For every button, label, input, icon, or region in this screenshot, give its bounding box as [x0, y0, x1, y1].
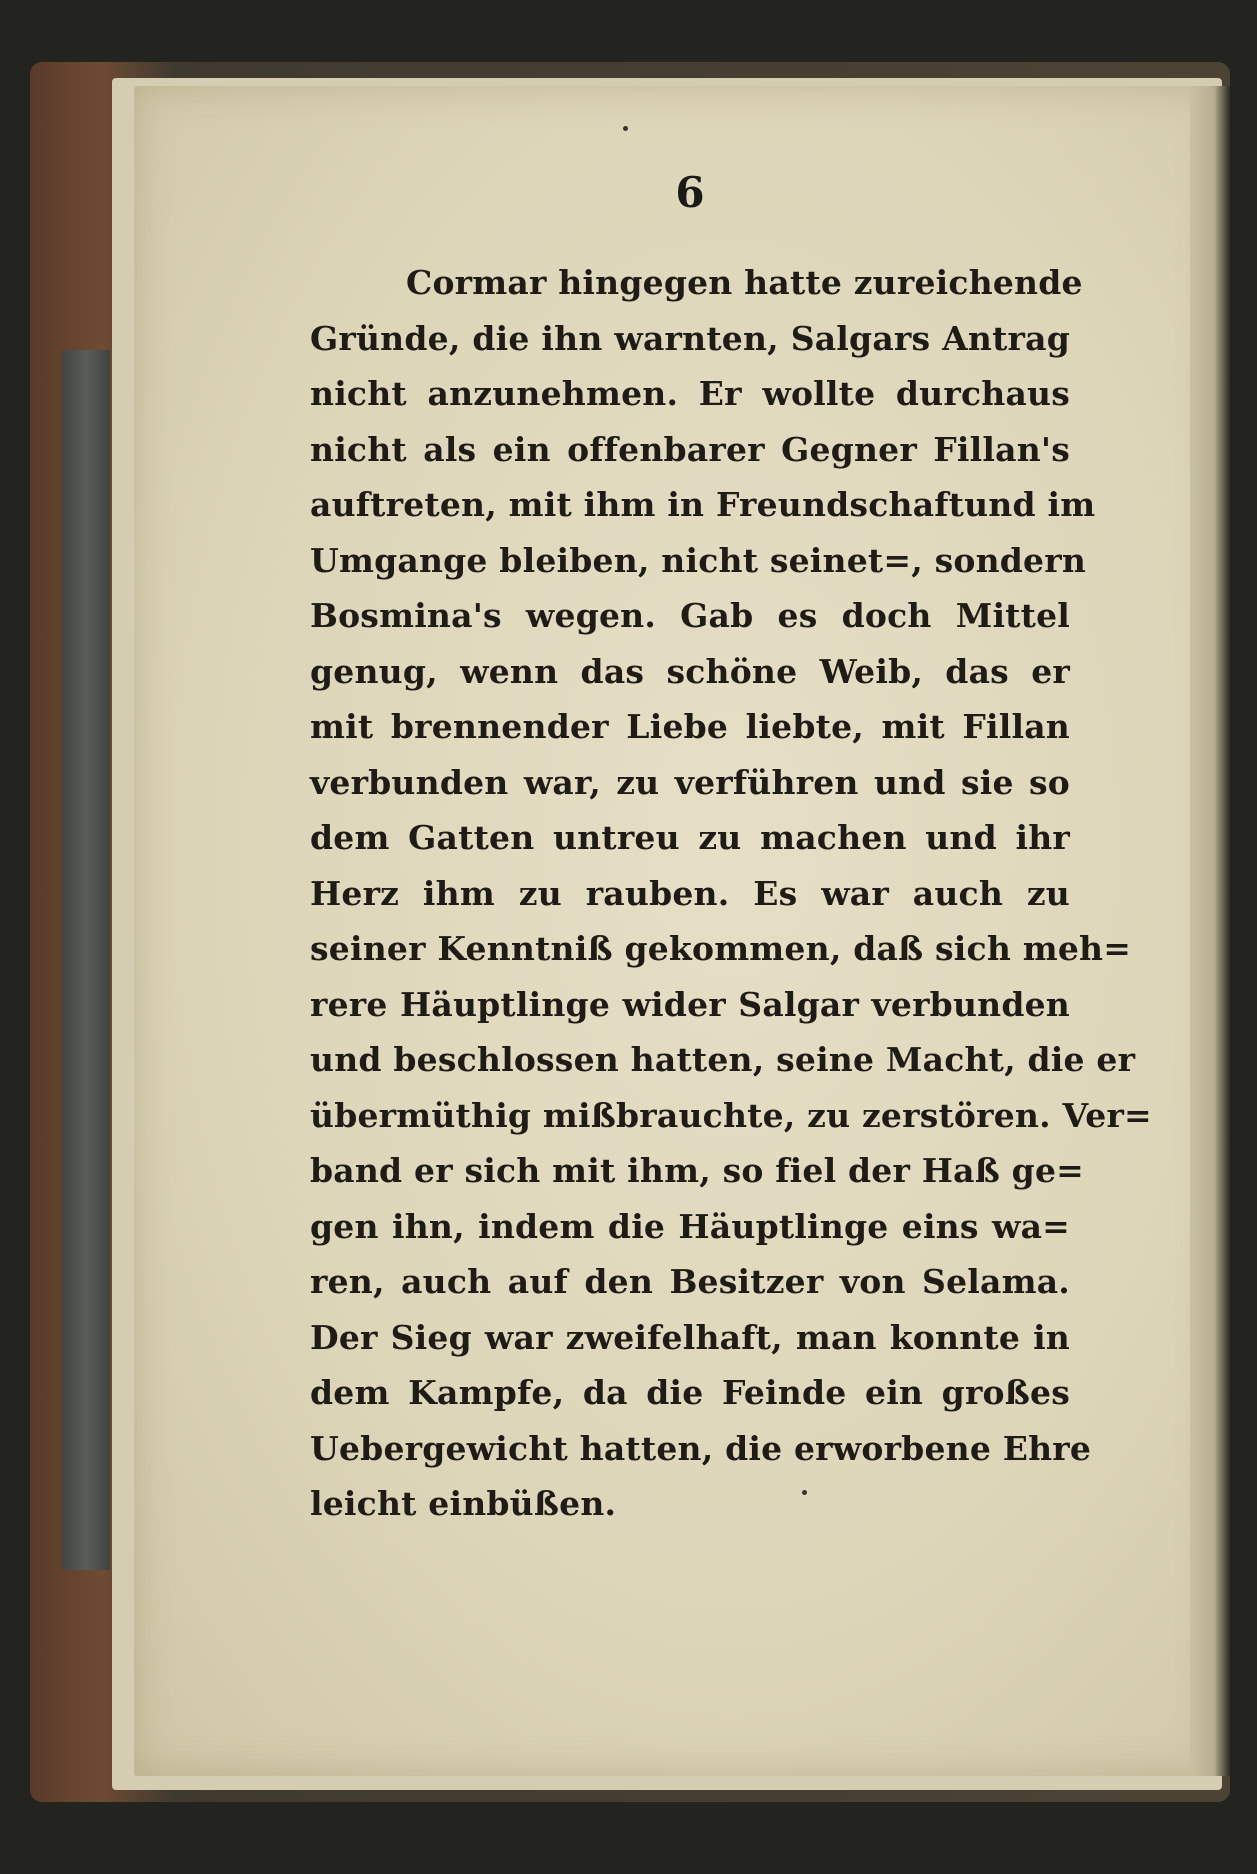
text-line: Gründe, die ihn warnten, Salgars Antrag — [310, 318, 1070, 358]
page-gutter — [1190, 86, 1230, 1776]
text-line: Der Sieg war zweifelhaft, man konnte in — [310, 1317, 1070, 1357]
text-line: dem Kampfe, da die Feinde ein großes — [310, 1373, 1070, 1412]
text-line: mit brennender Liebe liebte, mit Fillan — [310, 707, 1070, 746]
text-line: übermüthig mißbrauchte, zu zerstören. Ver= — [310, 1095, 1152, 1135]
text-line: nicht als ein offenbarer Gegner Fillan's — [310, 429, 1070, 469]
paper-speck — [623, 126, 628, 131]
text-line: genug, wenn das schöne Weib, das er — [310, 651, 1070, 691]
text-line-last: leicht einbüßen. — [310, 1484, 617, 1523]
text-line: band er sich mit ihm, so fiel der Haß ge= — [310, 1151, 1084, 1190]
text-line: Cormar hingegen hatte zureichende — [406, 263, 1083, 302]
text-line: verbunden war, zu verführen und sie so — [310, 762, 1070, 802]
text-line: rere Häuptlinge wider Salgar verbunden — [310, 984, 1070, 1024]
text-line: seiner Kenntniß gekommen, daß sich meh= — [310, 929, 1132, 968]
text-line: nicht anzunehmen. Er wollte durchaus — [310, 374, 1070, 413]
text-line: Bosmina's wegen. Gab es doch Mittel — [310, 596, 1070, 635]
page-number: 6 — [675, 168, 705, 217]
body-text — [310, 255, 1152, 1532]
text-line: ren, auch auf den Besitzer von Selama. — [310, 1262, 1070, 1301]
text-line: gen ihn, indem die Häuptlinge eins wa= — [310, 1206, 1070, 1246]
text-line: Uebergewicht hatten, die erworbene Ehre — [310, 1428, 1092, 1468]
text-line: Herz ihm zu rauben. Es war auch zu — [310, 873, 1070, 913]
text-line: Umgange bleiben, nicht seinet=, sondern — [310, 540, 1087, 580]
text-line: dem Gatten untreu zu machen und ihr — [310, 818, 1070, 857]
text-line: und beschlossen hatten, seine Macht, die er — [310, 1040, 1136, 1079]
text-line: auftreten, mit ihm in Freundschaftund im — [310, 485, 1096, 524]
cover-spine-edge — [62, 350, 110, 1570]
